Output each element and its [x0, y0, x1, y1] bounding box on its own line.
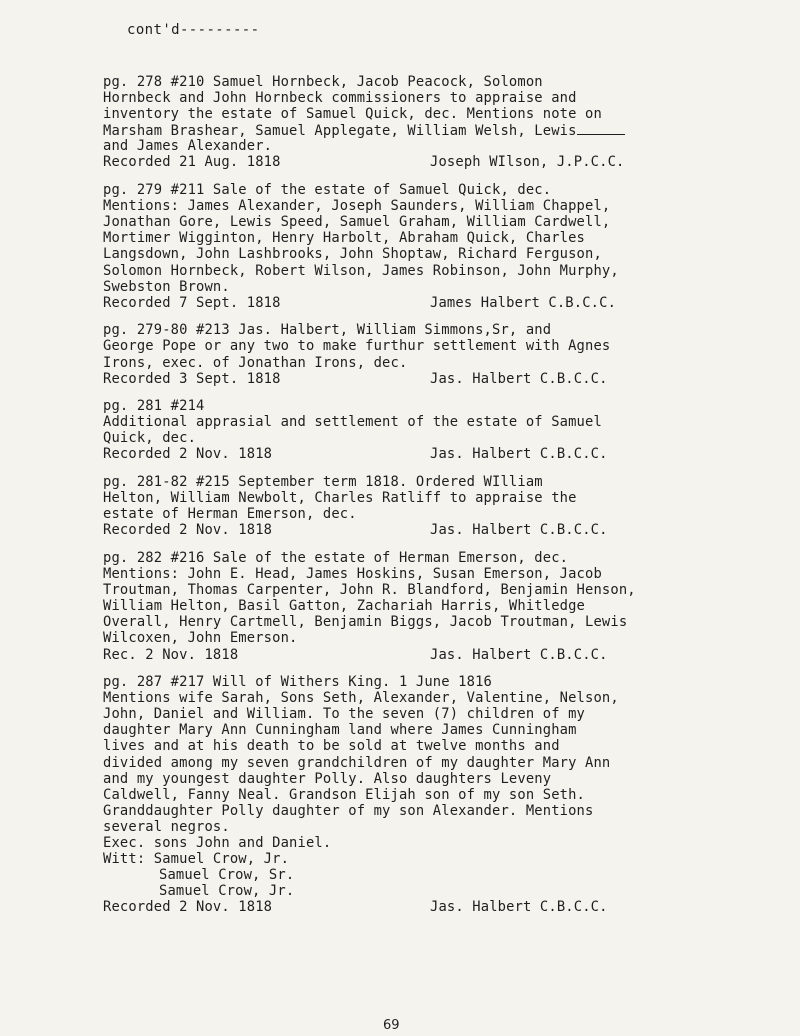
clerk-signature: Joseph WIlson, J.P.C.C. [430, 154, 625, 171]
entry-line: several negros. [103, 818, 230, 835]
entry-line: estate of Herman Emerson, dec. [103, 506, 357, 523]
blank-underline [577, 122, 625, 135]
entry-line: pg. 281-82 #215 September term 1818. Ordered WIlliam [103, 474, 543, 491]
entry-line: Witt: Samuel Crow, Jr. [103, 851, 290, 868]
record-entry [103, 674, 793, 915]
entry-line-text: Marsham Brashear, Samuel Applegate, William Welsh, Lewis [103, 123, 577, 140]
clerk-signature: Jas. Halbert C.B.C.C. [430, 370, 608, 387]
entry-line: Troutman, Thomas Carpenter, John R. Blandford, Benjamin Henson, [103, 582, 636, 599]
entry-line: Mortimer Wigginton, Henry Harbolt, Abraham Quick, Charles [103, 230, 586, 247]
recorded-date: Recorded 2 Nov. 1818 [103, 446, 273, 463]
recorded-line [103, 522, 793, 538]
entry-line: George Pope or any two to make furthur settlement with Agnes [103, 338, 611, 355]
continuation-header: cont'd--------- [127, 22, 260, 38]
record-entry [103, 74, 793, 171]
entry-line: Mentions: James Alexander, Joseph Saunders, William Chappel, [103, 198, 611, 215]
recorded-line [103, 295, 793, 311]
entry-line: Solomon Hornbeck, Robert Wilson, James Robinson, John Murphy, [103, 262, 619, 279]
entry-line: pg. 282 #216 Sale of the estate of Herman Emerson, dec. [103, 549, 569, 566]
recorded-line [103, 446, 793, 462]
recorded-date: Recorded 2 Nov. 1818 [103, 522, 273, 539]
recorded-line [103, 371, 793, 387]
entry-line: Helton, William Newbolt, Charles Ratliff to appraise the [103, 490, 577, 507]
entry-line: Irons, exec. of Jonathan Irons, dec. [103, 354, 408, 371]
clerk-signature: James Halbert C.B.C.C. [430, 294, 617, 311]
entry-line [103, 122, 793, 138]
entry-line: and my youngest daughter Polly. Also daughters Leveny [103, 770, 552, 787]
record-entry [103, 550, 793, 663]
entry-line: daughter Mary Ann Cunningham land where James Cunningham [103, 722, 577, 739]
clerk-signature: Jas. Halbert C.B.C.C. [430, 646, 608, 663]
witness-line: Samuel Crow, Sr. [159, 867, 295, 884]
entry-line: Quick, dec. [103, 430, 197, 447]
entry-line: Swebston Brown. [103, 278, 230, 295]
entry-line: Exec. sons John and Daniel. [103, 835, 332, 852]
entry-line: Granddaughter Polly daughter of my son Alexander. Mentions [103, 802, 594, 819]
recorded-date: Recorded 21 Aug. 1818 [103, 154, 281, 171]
entry-line: Additional apprasial and settlement of the estate of Samuel [103, 414, 602, 431]
clerk-signature: Jas. Halbert C.B.C.C. [430, 522, 608, 539]
entry-line: Hornbeck and John Hornbeck commissioners to appraise and [103, 90, 577, 107]
entry-line: inventory the estate of Samuel Quick, dec. Mentions note on [103, 106, 602, 123]
entry-line: Langsdown, John Lashbrooks, John Shoptaw, Richard Ferguson, [103, 246, 602, 263]
clerk-signature: Jas. Halbert C.B.C.C. [430, 446, 608, 463]
entry-line: lives and at his death to be sold at twelve months and [103, 738, 560, 755]
entry-line: William Helton, Basil Gatton, Zachariah Harris, Whitledge [103, 598, 586, 615]
entry-line: pg. 278 #210 Samuel Hornbeck, Jacob Peacock, Solomon [103, 74, 543, 90]
entry-line: Caldwell, Fanny Neal. Grandson Elijah son of my son Seth. [103, 786, 586, 803]
entry-line: Overall, Henry Cartmell, Benjamin Biggs, Jacob Troutman, Lewis [103, 614, 628, 631]
entry-line: pg. 281 #214 [103, 398, 205, 415]
recorded-date: Recorded 2 Nov. 1818 [103, 899, 273, 916]
recorded-line [103, 647, 793, 663]
witness-line: Samuel Crow, Jr. [159, 883, 295, 900]
recorded-line [103, 154, 793, 170]
record-entries [103, 74, 793, 927]
entry-line: Mentions wife Sarah, Sons Seth, Alexander, Valentine, Nelson, [103, 690, 619, 707]
entry-line: Wilcoxen, John Emerson. [103, 630, 298, 647]
entry-line: pg. 279-80 #213 Jas. Halbert, William Simmons,Sr, and [103, 322, 552, 339]
recorded-date: Recorded 7 Sept. 1818 [103, 294, 281, 311]
entry-line: John, Daniel and William. To the seven (7) children of my [103, 706, 586, 723]
entry-line: pg. 279 #211 Sale of the estate of Samuel Quick, dec. [103, 182, 552, 199]
entry-line: and James Alexander. [103, 138, 273, 155]
entry-line: pg. 287 #217 Will of Withers King. 1 June 1816 [103, 674, 492, 691]
recorded-date: Rec. 2 Nov. 1818 [103, 646, 239, 663]
entry-line: Mentions: John E. Head, James Hoskins, Susan Emerson, Jacob [103, 566, 602, 583]
recorded-date: Recorded 3 Sept. 1818 [103, 370, 281, 387]
entry-line: Jonathan Gore, Lewis Speed, Samuel Graham, William Cardwell, [103, 214, 611, 231]
clerk-signature: Jas. Halbert C.B.C.C. [430, 899, 608, 916]
record-entry [103, 322, 793, 386]
page-number: 69 [383, 1018, 400, 1033]
record-entry [103, 398, 793, 462]
recorded-line [103, 899, 793, 915]
record-entry [103, 474, 793, 538]
entry-line: divided among my seven grandchildren of my daughter Mary Ann [103, 754, 611, 771]
record-entry [103, 182, 793, 311]
